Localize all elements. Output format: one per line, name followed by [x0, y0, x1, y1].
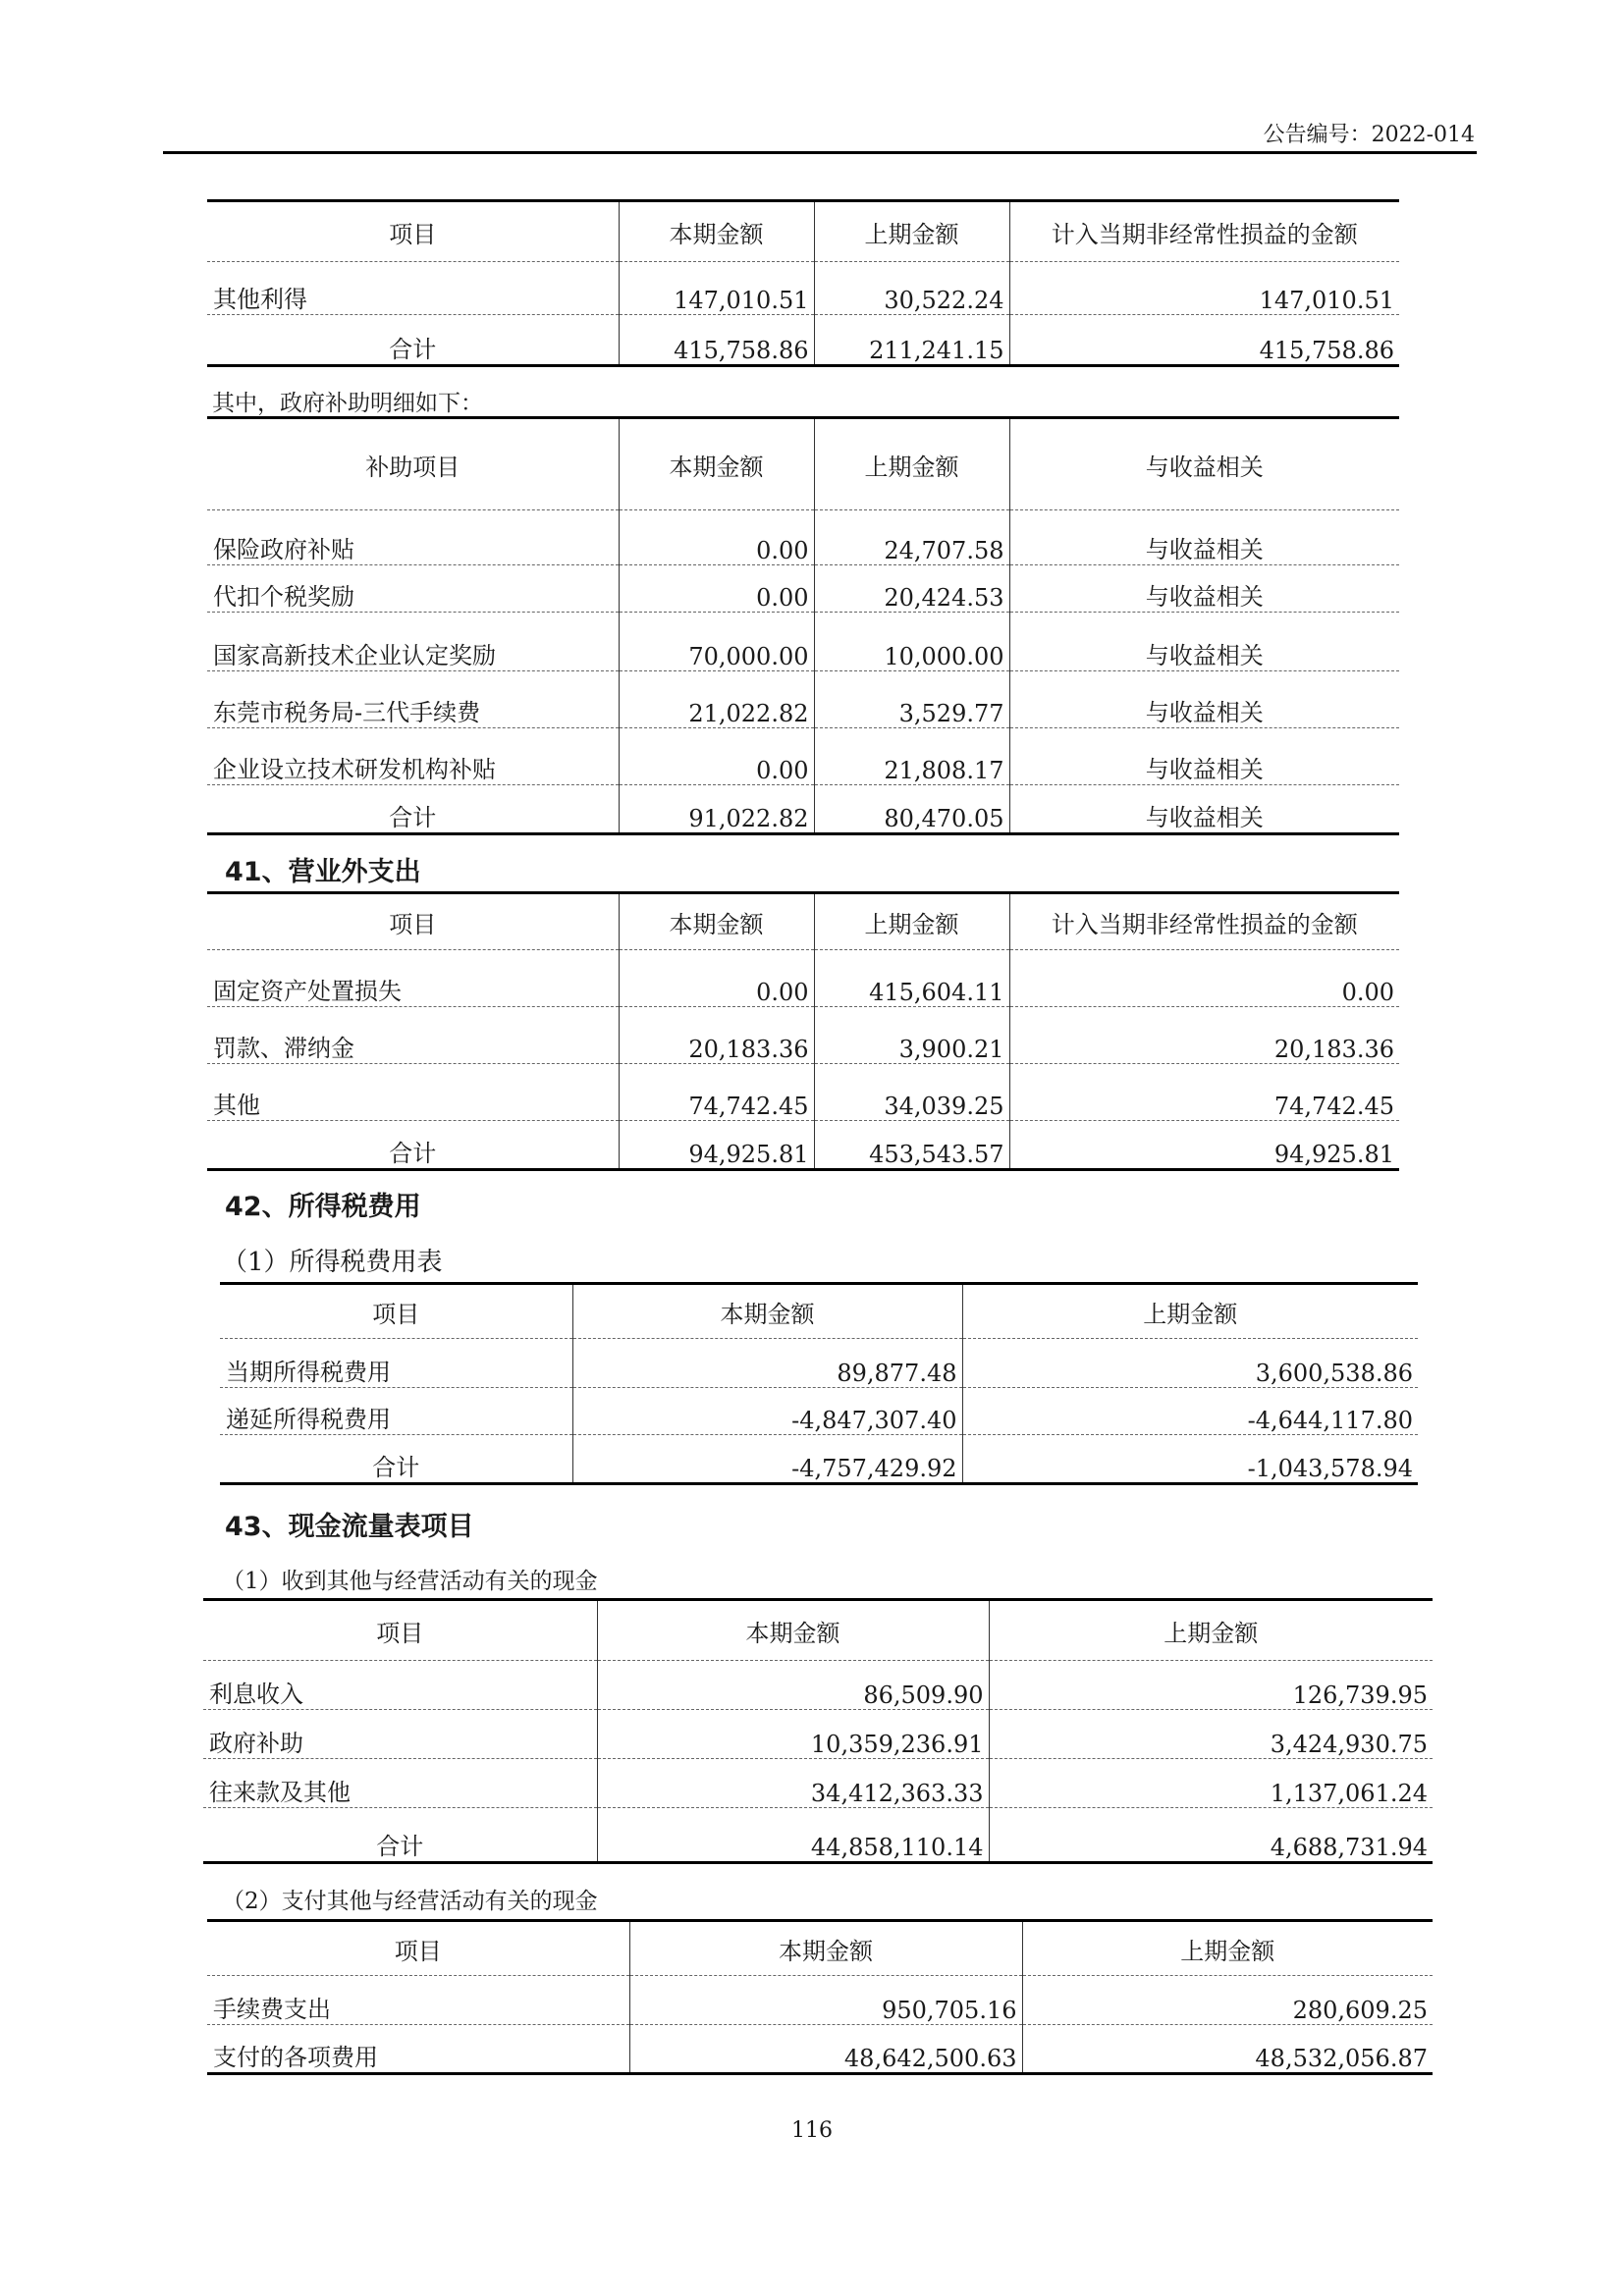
cell-prior: 126,739.95	[989, 1661, 1433, 1710]
section-42-title: 42、所得税费用	[225, 1192, 421, 1222]
col-header-prior: 上期金额	[814, 893, 1009, 950]
cell-current: 70,000.00	[619, 613, 814, 671]
row-label: 合计	[203, 1808, 597, 1863]
table-row	[207, 728, 1399, 785]
total-row	[207, 785, 1399, 834]
section-43-subtitle-2: （2）支付其他与经营活动有关的现金	[222, 1889, 598, 1914]
table-row	[207, 950, 1399, 1007]
cell-current: 415,758.86	[619, 315, 814, 366]
col-header-prior: 上期金额	[962, 1284, 1418, 1339]
cell-current: 44,858,110.14	[597, 1808, 989, 1863]
header-rule	[163, 151, 1477, 154]
cell-prior: -1,043,578.94	[962, 1435, 1418, 1484]
total-row	[203, 1808, 1433, 1863]
subsidy-note: 其中，政府补助明细如下：	[212, 391, 483, 416]
row-label: 政府补助	[203, 1710, 597, 1759]
cash-paid-table	[207, 1919, 1433, 2075]
cell-prior: 1,137,061.24	[989, 1759, 1433, 1808]
cell-current: 0.00	[619, 728, 814, 785]
cell-prior: 3,529.77	[814, 671, 1009, 728]
table-row	[207, 565, 1399, 613]
row-label: 其他	[207, 1064, 619, 1121]
cell-nonrecurring: 147,010.51	[1009, 262, 1399, 315]
cell-current: 94,925.81	[619, 1121, 814, 1170]
row-label: 当期所得税费用	[220, 1339, 572, 1388]
cell-prior: 21,808.17	[814, 728, 1009, 785]
col-header-current: 本期金额	[597, 1600, 989, 1661]
section-43-subtitle-1: （1）收到其他与经营活动有关的现金	[222, 1569, 598, 1594]
cell-current: 0.00	[619, 950, 814, 1007]
cell-relation: 与收益相关	[1009, 510, 1399, 565]
cell-prior: 3,600,538.86	[962, 1339, 1418, 1388]
col-header-item: 项目	[207, 893, 619, 950]
col-header-nonrecurring: 计入当期非经常性损益的金额	[1009, 201, 1399, 262]
table-row	[207, 2025, 1433, 2074]
total-row	[207, 1121, 1399, 1170]
cell-nonrecurring: 74,742.45	[1009, 1064, 1399, 1121]
row-label: 合计	[207, 785, 619, 834]
col-header-item: 项目	[220, 1284, 572, 1339]
section-43-title: 43、现金流量表项目	[225, 1512, 474, 1542]
table-header-row	[207, 418, 1399, 510]
row-label: 往来款及其他	[203, 1759, 597, 1808]
page-number: 116	[791, 2118, 833, 2143]
cell-prior: 30,522.24	[814, 262, 1009, 315]
cell-relation: 与收益相关	[1009, 728, 1399, 785]
cell-current: 91,022.82	[619, 785, 814, 834]
table-header-row	[220, 1284, 1418, 1339]
cell-prior: 80,470.05	[814, 785, 1009, 834]
table-header-row	[207, 1921, 1433, 1976]
announcement-number: 公告编号：2022-014	[1263, 123, 1475, 147]
cell-relation: 与收益相关	[1009, 671, 1399, 728]
cell-prior: 20,424.53	[814, 565, 1009, 613]
cell-prior: 211,241.15	[814, 315, 1009, 366]
cell-current: 48,642,500.63	[629, 2025, 1022, 2074]
cell-current: -4,847,307.40	[572, 1388, 962, 1435]
col-header-nonrecurring: 计入当期非经常性损益的金额	[1009, 893, 1399, 950]
cell-nonrecurring: 415,758.86	[1009, 315, 1399, 366]
cell-relation: 与收益相关	[1009, 565, 1399, 613]
col-header-relation: 与收益相关	[1009, 418, 1399, 510]
row-label: 递延所得税费用	[220, 1388, 572, 1435]
table-row	[207, 262, 1399, 315]
cell-prior: 415,604.11	[814, 950, 1009, 1007]
col-header-current: 本期金额	[619, 418, 814, 510]
cell-prior: 3,900.21	[814, 1007, 1009, 1064]
table-row	[203, 1759, 1433, 1808]
other-gains-table	[207, 199, 1399, 367]
table-row	[203, 1710, 1433, 1759]
total-row	[220, 1435, 1418, 1484]
cell-prior: 48,532,056.87	[1022, 2025, 1433, 2074]
cell-prior: 34,039.25	[814, 1064, 1009, 1121]
cell-nonrecurring: 20,183.36	[1009, 1007, 1399, 1064]
cell-current: 147,010.51	[619, 262, 814, 315]
row-label: 固定资产处置损失	[207, 950, 619, 1007]
row-label: 东莞市税务局-三代手续费	[207, 671, 619, 728]
government-subsidy-table	[207, 416, 1399, 835]
row-label: 合计	[207, 315, 619, 366]
cell-current: 34,412,363.33	[597, 1759, 989, 1808]
table-row	[203, 1661, 1433, 1710]
cell-prior: 3,424,930.75	[989, 1710, 1433, 1759]
row-label: 企业设立技术研发机构补贴	[207, 728, 619, 785]
col-header-current: 本期金额	[572, 1284, 962, 1339]
row-label: 保险政府补贴	[207, 510, 619, 565]
col-header-current: 本期金额	[619, 893, 814, 950]
cell-current: 86,509.90	[597, 1661, 989, 1710]
row-label: 支付的各项费用	[207, 2025, 629, 2074]
cell-nonrecurring: 94,925.81	[1009, 1121, 1399, 1170]
col-header-item: 项目	[207, 1921, 629, 1976]
col-header-prior: 上期金额	[1022, 1921, 1433, 1976]
cell-nonrecurring: 0.00	[1009, 950, 1399, 1007]
non-operating-expenses-table	[207, 891, 1399, 1171]
row-label: 罚款、滞纳金	[207, 1007, 619, 1064]
row-label: 手续费支出	[207, 1976, 629, 2025]
section-42-subtitle: （1）所得税费用表	[222, 1248, 443, 1277]
cell-prior: 24,707.58	[814, 510, 1009, 565]
row-label: 合计	[207, 1121, 619, 1170]
table-header-row	[207, 201, 1399, 262]
cell-prior: 453,543.57	[814, 1121, 1009, 1170]
table-row	[207, 1064, 1399, 1121]
row-label: 国家高新技术企业认定奖励	[207, 613, 619, 671]
row-label: 利息收入	[203, 1661, 597, 1710]
col-header-item: 补助项目	[207, 418, 619, 510]
cell-prior: 10,000.00	[814, 613, 1009, 671]
table-row	[220, 1388, 1418, 1435]
table-header-row	[207, 893, 1399, 950]
cell-current: 0.00	[619, 565, 814, 613]
col-header-current: 本期金额	[629, 1921, 1022, 1976]
table-row	[207, 1007, 1399, 1064]
cell-current: 0.00	[619, 510, 814, 565]
col-header-prior: 上期金额	[989, 1600, 1433, 1661]
cell-current: 10,359,236.91	[597, 1710, 989, 1759]
table-row	[207, 613, 1399, 671]
col-header-prior: 上期金额	[814, 201, 1009, 262]
row-label: 其他利得	[207, 262, 619, 315]
cell-relation: 与收益相关	[1009, 785, 1399, 834]
cell-current: 20,183.36	[619, 1007, 814, 1064]
row-label: 合计	[220, 1435, 572, 1484]
table-row	[220, 1339, 1418, 1388]
table-row	[207, 1976, 1433, 2025]
cell-prior: 280,609.25	[1022, 1976, 1433, 2025]
cell-current: 950,705.16	[629, 1976, 1022, 2025]
col-header-item: 项目	[203, 1600, 597, 1661]
cell-current: 21,022.82	[619, 671, 814, 728]
cell-relation: 与收益相关	[1009, 613, 1399, 671]
total-row	[207, 315, 1399, 366]
cell-current: 74,742.45	[619, 1064, 814, 1121]
table-row	[207, 510, 1399, 565]
row-label: 代扣个税奖励	[207, 565, 619, 613]
table-row	[207, 671, 1399, 728]
section-41-title: 41、营业外支出	[225, 857, 421, 887]
table-header-row	[203, 1600, 1433, 1661]
income-tax-expense-table	[220, 1282, 1418, 1485]
col-header-prior: 上期金额	[814, 418, 1009, 510]
col-header-current: 本期金额	[619, 201, 814, 262]
cell-current: 89,877.48	[572, 1339, 962, 1388]
cash-received-table	[203, 1598, 1433, 1864]
col-header-item: 项目	[207, 201, 619, 262]
cell-current: -4,757,429.92	[572, 1435, 962, 1484]
cell-prior: 4,688,731.94	[989, 1808, 1433, 1863]
cell-prior: -4,644,117.80	[962, 1388, 1418, 1435]
